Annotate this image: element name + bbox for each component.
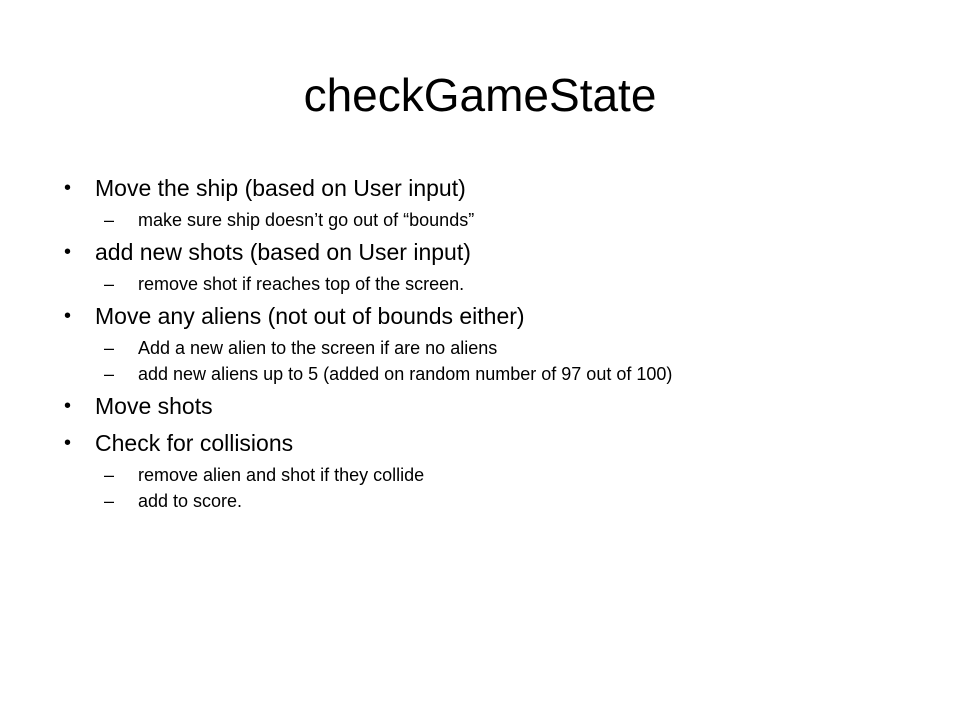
bullet-text: Move the ship (based on User input) [95, 175, 466, 201]
sub-bullet-text: remove shot if reaches top of the screen. [138, 274, 465, 294]
bullet-text: Move shots [95, 393, 213, 419]
bullet-list [64, 168, 904, 516]
sub-bullet-item [64, 337, 904, 359]
bullet-text: Move any aliens (not out of bounds either) [95, 303, 525, 329]
bullet-item [64, 171, 904, 205]
bullet-item [64, 426, 904, 460]
sub-bullet-text: remove alien and shot if they collide [138, 465, 425, 485]
bullet-text: Check for collisions [95, 430, 294, 456]
sub-bullet-text: add new aliens up to 5 (added on random number of 97 out of 100) [138, 364, 673, 384]
sub-bullet-item [64, 363, 904, 385]
bullet-item [64, 235, 904, 269]
sub-bullet-item [64, 273, 904, 295]
dash-glyph: – [104, 338, 115, 358]
bullet-text: add new shots (based on User input) [95, 239, 471, 265]
sub-bullet-item [64, 209, 904, 231]
slide-title: checkGameState [303, 69, 657, 121]
bullet-glyph: • [64, 305, 72, 327]
sub-bullet-text: Add a new alien to the screen if are no aliens [138, 338, 498, 358]
bullet-glyph: • [64, 395, 72, 417]
bullet-glyph: • [64, 241, 72, 263]
dash-glyph: – [104, 491, 115, 511]
dash-glyph: – [104, 274, 115, 294]
dash-glyph: – [104, 364, 115, 384]
bullet-item [64, 299, 904, 333]
bullet-glyph: • [64, 432, 72, 454]
bullet-glyph: • [64, 177, 72, 199]
dash-glyph: – [104, 465, 115, 485]
sub-bullet-item [64, 464, 904, 486]
sub-bullet-item [64, 490, 904, 512]
bullet-item [64, 389, 904, 423]
sub-bullet-text: make sure ship doesn’t go out of “bounds” [138, 210, 475, 230]
dash-glyph: – [104, 210, 115, 230]
sub-bullet-text: add to score. [138, 491, 243, 511]
